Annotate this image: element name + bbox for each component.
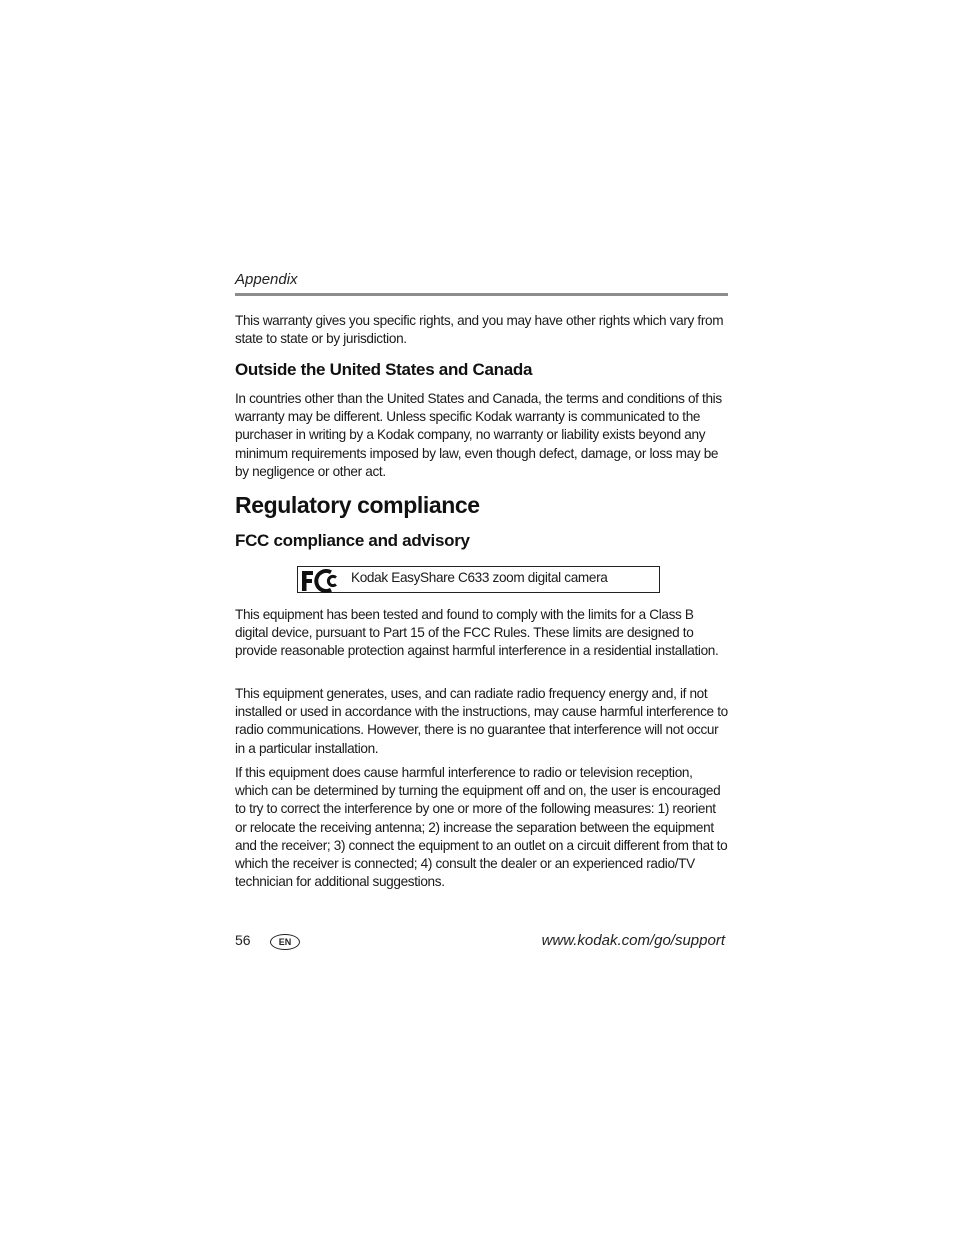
outside-us-canada-heading: Outside the United States and Canada	[235, 360, 533, 379]
fcc-compliance-heading: FCC compliance and advisory	[235, 531, 470, 550]
fcc-logo-icon	[301, 569, 339, 593]
fcc-paragraph-3: If this equipment does cause harmful interference to radio or television reception, which can be determined by turning the equipment off and on, the user is encouraged to try to correct the interference by one or more of the following measures: 1) reorient or relocate the receiving antenna; 2) increase the separation between the equipment and the receiver; 3) connect the equipment to an outlet on a circuit different from that to which the receiver is connected; 4) consult the dealer or an experienced radio/TV technician for additional suggestions.	[235, 765, 728, 890]
language-badge: EN	[270, 934, 300, 950]
fcc-device-label: Kodak EasyShare C633 zoom digital camera	[351, 570, 608, 585]
support-url: www.kodak.com/go/support	[541, 932, 725, 949]
fcc-paragraph-2: This equipment generates, uses, and can radiate radio frequency energy and, if not installed or used in accordance with the instructions, may cause harmful interference to radio communications. However, there is no guarantee that interference will not occur in a particular installation.	[235, 686, 728, 756]
running-head: Appendix	[235, 271, 298, 288]
page-number: 56	[235, 932, 251, 948]
intro-paragraph: This warranty gives you specific rights, and you may have other rights which vary from state to state or by jurisdiction.	[235, 313, 724, 347]
regulatory-compliance-heading: Regulatory compliance	[235, 492, 480, 518]
fcc-device-box	[297, 566, 660, 593]
document-page	[235, 0, 728, 1235]
fcc-paragraph-1: This equipment has been tested and found to comply with the limits for a Class B digital device, pursuant to Part 15 of the FCC Rules. These limits are designed to provide reasonable protection against harmful interference in a residential installation.	[235, 607, 719, 659]
outside-us-canada-paragraph: In countries other than the United States and Canada, the terms and conditions of this warranty may be different. Unless specific Kodak warranty is communicated to the purchaser in writing by a Kodak company, no warranty or liability exists beyond any minimum requirements imposed by law, even though defect, damage, or loss may be by negligence or other act.	[235, 391, 722, 479]
header-rule	[235, 293, 728, 296]
